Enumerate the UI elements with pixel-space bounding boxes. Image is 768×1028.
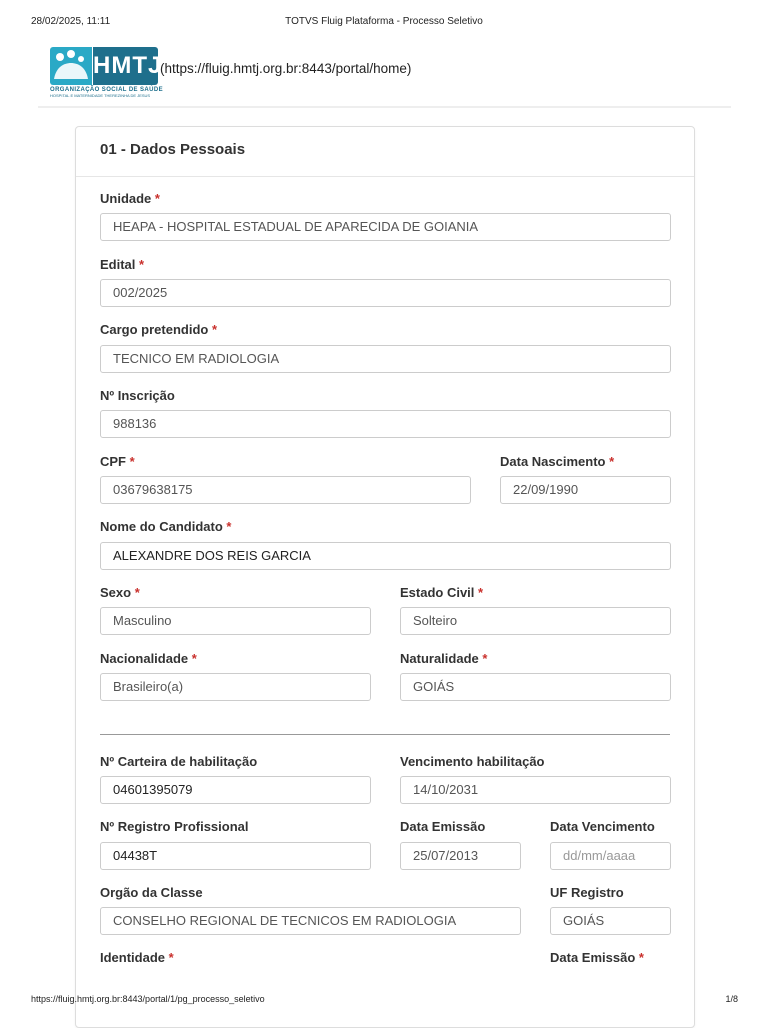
home-link[interactable]: (https://fluig.hmtj.org.br:8443/portal/home) <box>160 61 412 76</box>
brand-bar <box>38 40 731 108</box>
print-footer-url: https://fluig.hmtj.org.br:8443/portal/1/pg_processo_seletivo <box>31 994 265 1004</box>
required-marker: * <box>154 191 160 206</box>
data-vencimento-label: Data Vencimento <box>550 819 655 834</box>
hmtj-logo[interactable] <box>50 47 164 98</box>
uf-registro-field[interactable]: GOIÁS <box>550 907 671 935</box>
data-emissao-id-label-text: Data Emissão <box>550 950 636 965</box>
cargo-label <box>100 322 217 337</box>
registro-prof-field[interactable]: 04438T <box>100 842 371 870</box>
identidade-label-text: Identidade <box>100 950 166 965</box>
edital-label <box>100 257 144 272</box>
nome-field[interactable]: ALEXANDRE DOS REIS GARCIA <box>100 542 671 570</box>
print-page-count: 1/8 <box>725 994 738 1004</box>
required-marker: * <box>482 651 488 666</box>
uf-registro-label: UF Registro <box>550 885 624 900</box>
edital-field[interactable]: 002/2025 <box>100 279 671 307</box>
print-page-title: TOTVS Fluig Plataforma - Processo Seletivo <box>285 16 483 27</box>
required-marker: * <box>609 454 615 469</box>
required-marker: * <box>191 651 197 666</box>
carteira-field[interactable]: 04601395079 <box>100 776 371 804</box>
nacionalidade-select[interactable]: Brasileiro(a) <box>100 673 371 701</box>
naturalidade-select[interactable]: GOIÁS <box>400 673 671 701</box>
cargo-field[interactable]: TECNICO EM RADIOLOGIA <box>100 345 671 373</box>
cpf-label <box>100 454 135 469</box>
personal-data-card <box>75 126 695 1028</box>
estado-civil-label-text: Estado Civil <box>400 585 475 600</box>
required-marker: * <box>638 950 644 965</box>
identidade-label <box>100 950 174 965</box>
sexo-label <box>100 585 140 600</box>
logo-subtitle-2: HOSPITAL E MATERNIDADE THEREZINHA DE JESUS <box>50 93 151 98</box>
venc-habilitacao-field[interactable]: 14/10/2031 <box>400 776 671 804</box>
unidade-label <box>100 191 160 206</box>
card-header <box>76 127 694 177</box>
required-marker: * <box>129 454 135 469</box>
naturalidade-label <box>400 651 487 666</box>
logo-wordmark: HMTJ <box>93 47 158 85</box>
venc-habilitacao-label: Vencimento habilitação <box>400 754 545 769</box>
nome-label-text: Nome do Candidato <box>100 519 223 534</box>
orgao-classe-field[interactable]: CONSELHO REGIONAL DE TECNICOS EM RADIOLOGIA <box>100 907 521 935</box>
print-datetime: 28/02/2025, 11:11 <box>31 16 111 27</box>
section-title: 01 - Dados Pessoais <box>100 141 246 158</box>
section-divider <box>100 734 670 735</box>
data-emissao-label: Data Emissão <box>400 819 486 834</box>
required-marker: * <box>478 585 484 600</box>
unidade-label-text: Unidade <box>100 191 152 206</box>
cargo-label-text: Cargo pretendido <box>100 322 209 337</box>
required-marker: * <box>168 950 174 965</box>
nome-label <box>100 519 231 534</box>
estado-civil-label <box>400 585 483 600</box>
unidade-field[interactable]: HEAPA - HOSPITAL ESTADUAL DE APARECIDA DE GOIANIA <box>100 213 671 241</box>
required-marker: * <box>226 519 232 534</box>
required-marker: * <box>134 585 140 600</box>
data-emissao-field[interactable]: 25/07/2013 <box>400 842 521 870</box>
data-emissao-id-label <box>550 950 644 965</box>
nascimento-label-text: Data Nascimento <box>500 454 606 469</box>
sexo-select[interactable]: Masculino <box>100 607 371 635</box>
registro-prof-label: Nº Registro Profissional <box>100 819 249 834</box>
nascimento-field[interactable]: 22/09/1990 <box>500 476 671 504</box>
nascimento-label <box>500 454 614 469</box>
inscricao-label: Nº Inscrição <box>100 388 175 403</box>
nacionalidade-label-text: Nacionalidade <box>100 651 189 666</box>
orgao-classe-label: Orgão da Classe <box>100 885 203 900</box>
family-logo-icon <box>50 47 92 85</box>
edital-label-text: Edital <box>100 257 136 272</box>
cpf-label-text: CPF <box>100 454 126 469</box>
required-marker: * <box>139 257 145 272</box>
logo-subtitle: ORGANIZAÇÃO SOCIAL DE SAÚDE <box>50 87 164 93</box>
inscricao-field[interactable]: 988136 <box>100 410 671 438</box>
cpf-field[interactable]: 03679638175 <box>100 476 471 504</box>
nacionalidade-label <box>100 651 197 666</box>
naturalidade-label-text: Naturalidade <box>400 651 479 666</box>
sexo-label-text: Sexo <box>100 585 132 600</box>
carteira-label: Nº Carteira de habilitação <box>100 754 258 769</box>
required-marker: * <box>211 322 218 337</box>
data-vencimento-field[interactable]: dd/mm/aaaa <box>550 842 671 870</box>
estado-civil-select[interactable]: Solteiro <box>400 607 671 635</box>
